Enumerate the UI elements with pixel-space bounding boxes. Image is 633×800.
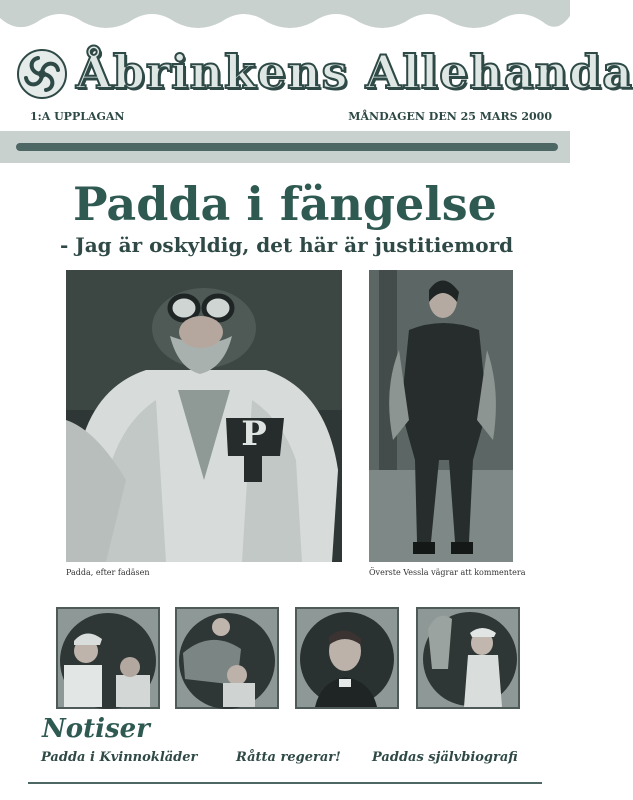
- notice-item: Paddas självbiografi: [372, 750, 518, 765]
- thumbnail-photo: [416, 607, 520, 709]
- photo-padda: [66, 270, 342, 562]
- masthead-band: [0, 131, 570, 163]
- notice-item: Padda i Kvinnokläder: [41, 750, 198, 765]
- thumbnail-photo: [56, 607, 160, 709]
- masthead-rule: [16, 143, 558, 151]
- coat-letter: P: [241, 414, 267, 454]
- subheadline: - Jag är oskyldig, det här är justitiemord: [60, 233, 514, 257]
- edition-label: 1:A UPPLAGAN: [30, 110, 125, 123]
- photo-vessla: [369, 270, 513, 562]
- masthead-title: Åbrinkens Allehanda: [76, 45, 633, 99]
- scalloped-top-border: [0, 0, 570, 40]
- dateline: MÅNDAGEN DEN 25 MARS 2000: [348, 110, 552, 123]
- thumbnail-photo: [295, 607, 399, 709]
- bottom-rule: [28, 782, 542, 784]
- headline: Padda i fängelse: [73, 177, 497, 231]
- photo-caption: Överste Vessla vägrar att kommentera: [369, 568, 526, 577]
- notice-item: Råtta regerar!: [236, 750, 341, 765]
- notiser-heading: Notiser: [42, 714, 150, 744]
- photo-caption: Padda, efter fadäsen: [66, 568, 150, 577]
- swirl-logo-icon: [16, 48, 68, 100]
- thumbnail-photo: [175, 607, 279, 709]
